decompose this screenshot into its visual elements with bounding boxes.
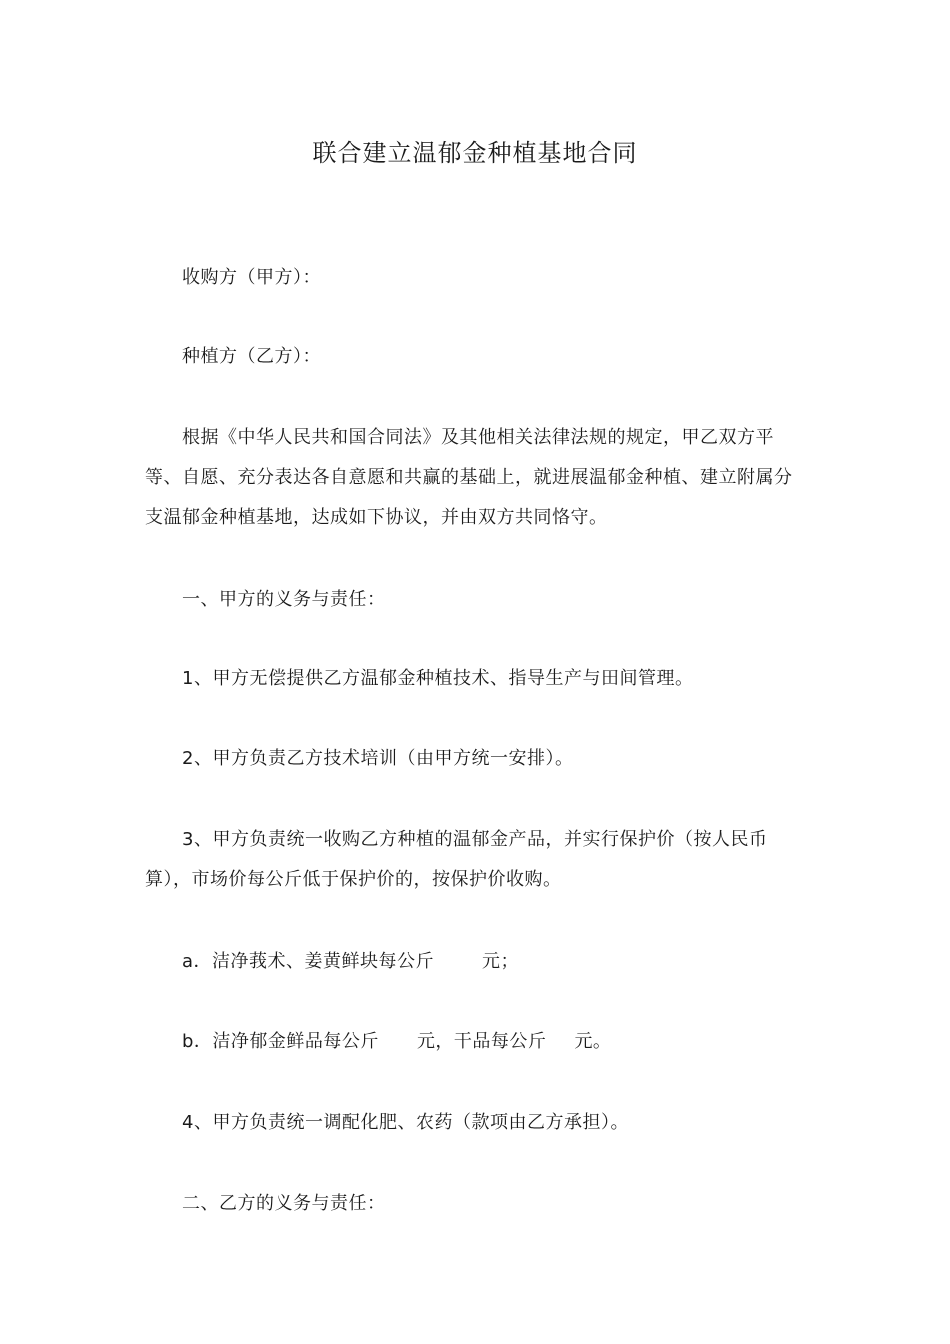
item-b-suffix: 元。 [574, 1031, 612, 1052]
item-1: 1、甲方无偿提供乙方温郁金种植技术、指导生产与田间管理。 [182, 668, 694, 689]
item-2: 2、甲方负责乙方技术培训（由甲方统一安排）。 [182, 748, 574, 769]
item-b-middle: 元，干品每公斤 [416, 1031, 547, 1052]
section2-heading: 二、乙方的义务与责任： [182, 1193, 386, 1214]
item-4: 4、甲方负责统一调配化肥、农药（款项由乙方承担）。 [182, 1112, 629, 1133]
document-title: 联合建立温郁金种植基地合同 [312, 139, 638, 167]
item-b-prefix: b．洁净郁金鲜品每公斤 [182, 1031, 379, 1052]
preamble-paragraph: 根据《中华人民共和国合同法》及其他相关法律法规的规定，甲乙双方平等、自愿、充分表达各自意愿和共赢的基础上，就进展温郁金种植、建立附属分支温郁金种植基地，达成如下协议，并由双方共同恪守。 [145, 427, 793, 528]
item-b [145, 1022, 800, 1062]
planter-label: 种植方（乙方）： [182, 346, 321, 367]
buyer-label: 收购方（甲方）： [182, 267, 321, 288]
item-a [145, 942, 800, 982]
item-a-suffix: 元； [482, 951, 520, 972]
item-a-prefix: a．洁净莪术、姜黄鲜块每公斤 [182, 951, 435, 972]
item-3: 3、甲方负责统一收购乙方种植的温郁金产品，并实行保护价（按人民币算），市场价每公斤低于保护价的，按保护价收购。 [145, 829, 768, 890]
section1-heading: 一、甲方的义务与责任： [182, 589, 386, 610]
